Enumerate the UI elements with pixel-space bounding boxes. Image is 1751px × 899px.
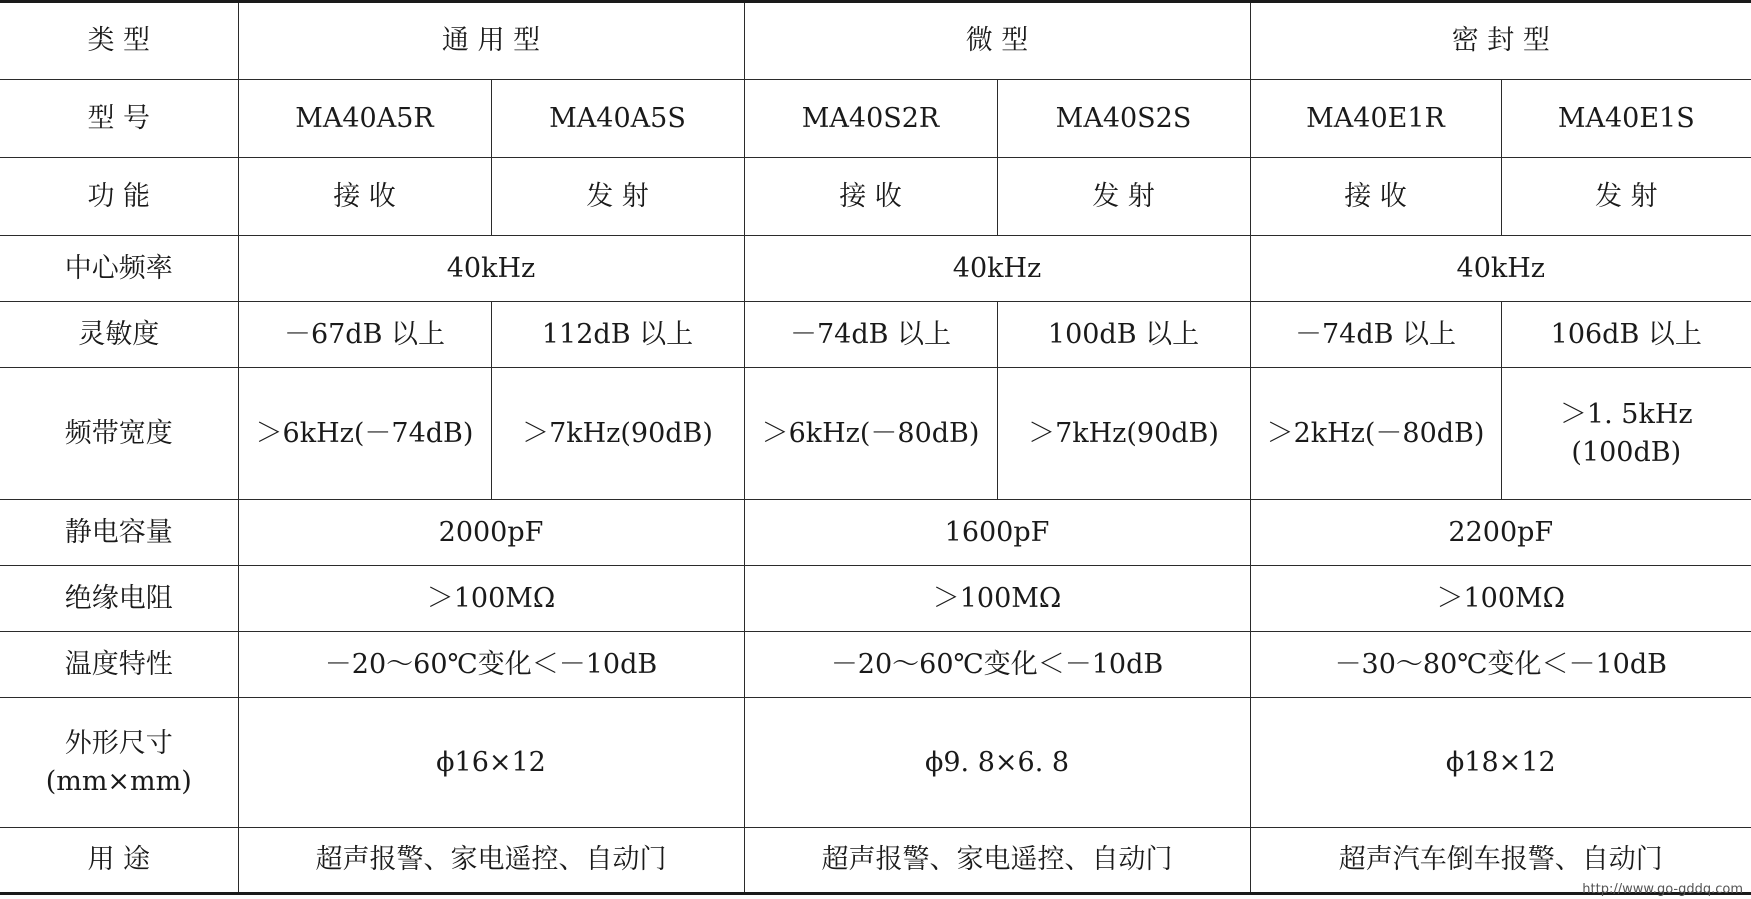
label-dimensions-line2: (mm×mm) <box>45 765 192 797</box>
temperature-cell: －20～60℃变化＜－10dB <box>744 632 1250 698</box>
temperature-cell: －20～60℃变化＜－10dB <box>238 632 744 698</box>
model-cell: MA40S2S <box>997 80 1250 158</box>
dimensions-cell: ϕ9. 8×6. 8 <box>744 698 1250 828</box>
watermark-url: http://www.go-gddq.com <box>1582 882 1743 897</box>
type-sealed: 密 封 型 <box>1250 2 1751 80</box>
label-dimensions <box>0 698 238 828</box>
bandwidth-cell-last <box>1501 368 1751 500</box>
usage-cell: 超声报警、家电遥控、自动门 <box>744 828 1250 894</box>
label-capacitance: 静电容量 <box>0 500 238 566</box>
row-insulation <box>0 566 1751 632</box>
capacitance-cell: 1600pF <box>744 500 1250 566</box>
function-cell: 发 射 <box>1501 158 1751 236</box>
sensitivity-cell: 100dB 以上 <box>997 302 1250 368</box>
row-center-frequency <box>0 236 1751 302</box>
row-type <box>0 2 1751 80</box>
function-cell: 发 射 <box>997 158 1250 236</box>
row-function <box>0 158 1751 236</box>
row-capacitance <box>0 500 1751 566</box>
dimensions-cell: ϕ18×12 <box>1250 698 1751 828</box>
sensitivity-cell: 112dB 以上 <box>491 302 744 368</box>
function-cell: 接 收 <box>1250 158 1501 236</box>
label-usage: 用 途 <box>0 828 238 894</box>
row-dimensions <box>0 698 1751 828</box>
dimensions-cell: ϕ16×12 <box>238 698 744 828</box>
label-bandwidth: 频带宽度 <box>0 368 238 500</box>
bandwidth-cell: ＞7kHz(90dB) <box>491 368 744 500</box>
function-cell: 接 收 <box>238 158 491 236</box>
label-temperature: 温度特性 <box>0 632 238 698</box>
row-sensitivity <box>0 302 1751 368</box>
sensitivity-cell: －74dB 以上 <box>744 302 997 368</box>
label-function: 功 能 <box>0 158 238 236</box>
function-cell: 接 收 <box>744 158 997 236</box>
label-dimensions-line1: 外形尺寸 <box>64 727 173 759</box>
insulation-cell: ＞100MΩ <box>744 566 1250 632</box>
label-sensitivity: 灵敏度 <box>0 302 238 368</box>
bandwidth-cell: ＞2kHz(－80dB) <box>1250 368 1501 500</box>
center-frequency-cell: 40kHz <box>238 236 744 302</box>
bandwidth-cell: ＞6kHz(－74dB) <box>238 368 491 500</box>
capacitance-cell: 2200pF <box>1250 500 1751 566</box>
sensitivity-cell: 106dB 以上 <box>1501 302 1751 368</box>
row-temperature <box>0 632 1751 698</box>
bandwidth-last-line1: ＞1. 5kHz <box>1559 398 1693 430</box>
center-frequency-cell: 40kHz <box>744 236 1250 302</box>
model-cell: MA40E1S <box>1501 80 1751 158</box>
sensitivity-cell: －74dB 以上 <box>1250 302 1501 368</box>
insulation-cell: ＞100MΩ <box>238 566 744 632</box>
type-micro: 微 型 <box>744 2 1250 80</box>
label-model: 型 号 <box>0 80 238 158</box>
model-cell: MA40A5R <box>238 80 491 158</box>
insulation-cell: ＞100MΩ <box>1250 566 1751 632</box>
model-cell: MA40E1R <box>1250 80 1501 158</box>
label-type: 类 型 <box>0 2 238 80</box>
row-usage <box>0 828 1751 894</box>
model-cell: MA40S2R <box>744 80 997 158</box>
function-cell: 发 射 <box>491 158 744 236</box>
type-general: 通 用 型 <box>238 2 744 80</box>
usage-cell: 超声报警、家电遥控、自动门 <box>238 828 744 894</box>
center-frequency-cell: 40kHz <box>1250 236 1751 302</box>
label-center-frequency: 中心频率 <box>0 236 238 302</box>
sensitivity-cell: －67dB 以上 <box>238 302 491 368</box>
bandwidth-last-line2: (100dB) <box>1571 436 1682 468</box>
model-cell: MA40A5S <box>491 80 744 158</box>
row-bandwidth <box>0 368 1751 500</box>
temperature-cell: －30～80℃变化＜－10dB <box>1250 632 1751 698</box>
capacitance-cell: 2000pF <box>238 500 744 566</box>
label-insulation: 绝缘电阻 <box>0 566 238 632</box>
row-model <box>0 80 1751 158</box>
usage-cell: 超声汽车倒车报警、自动门 <box>1250 828 1751 894</box>
bandwidth-cell: ＞6kHz(－80dB) <box>744 368 997 500</box>
bandwidth-cell: ＞7kHz(90dB) <box>997 368 1250 500</box>
